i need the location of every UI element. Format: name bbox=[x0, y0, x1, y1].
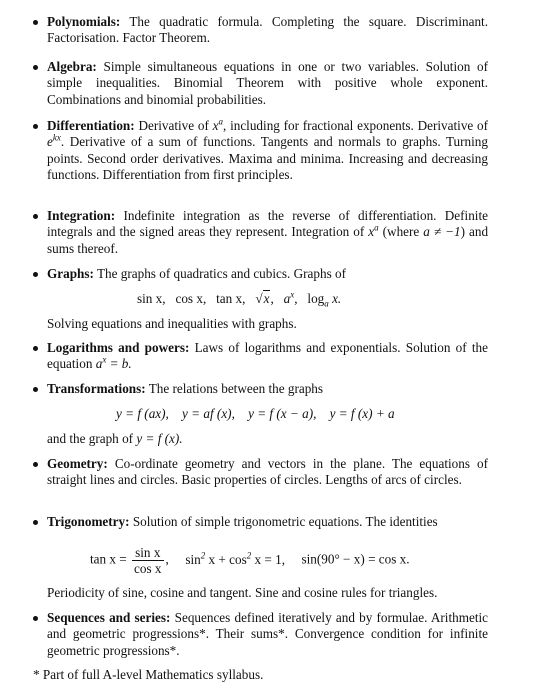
item-text: The relations between the graphs bbox=[148, 381, 324, 396]
math-sin: sin x, bbox=[137, 291, 166, 306]
math-fraction-numerator: sin x bbox=[132, 545, 163, 561]
list-item-graphs bbox=[33, 266, 488, 282]
math-pythagorean bbox=[185, 552, 288, 567]
math-eq: y = f (x). bbox=[136, 431, 183, 446]
transformations-after-text bbox=[47, 431, 183, 447]
list-item-polynomials bbox=[33, 14, 488, 47]
math-power-base: x bbox=[368, 224, 375, 240]
graphs-display-formula bbox=[137, 291, 341, 307]
bullet-icon bbox=[33, 214, 38, 219]
bullet-icon bbox=[33, 65, 38, 70]
list-item-trigonometry bbox=[33, 514, 488, 530]
item-heading: Differentiation: bbox=[47, 118, 135, 133]
math-eq: y = f (x − a), bbox=[248, 406, 317, 421]
math-fraction-denominator: cos x bbox=[134, 561, 162, 576]
math-eq: y = af (x), bbox=[182, 406, 235, 421]
math-rhs: = b. bbox=[109, 356, 132, 372]
graphs-after-text: Solving equations and inequalities with graphs. bbox=[47, 316, 297, 331]
math-eq: y = f (ax), bbox=[116, 406, 169, 421]
math-rhs: x = 1, bbox=[254, 551, 286, 567]
bullet-icon bbox=[33, 124, 38, 129]
math-exponent: 2 bbox=[246, 550, 252, 561]
item-heading: Logarithms and powers: bbox=[47, 340, 190, 355]
item-text: (where bbox=[382, 224, 420, 240]
trigonometry-display-formula bbox=[90, 545, 410, 576]
bullet-icon bbox=[33, 346, 38, 351]
math-power-base: a bbox=[283, 291, 291, 306]
item-text: Derivative of bbox=[138, 118, 209, 133]
item-text: . Derivative of a sum of functions. Tangents and normals to graphs. Turning points. Second order derivatives. Maxima and minima. Increasing and decreasing functions. Differentiation from first principles. bbox=[47, 134, 488, 182]
item-text: and the graph of bbox=[47, 431, 134, 446]
list-item-transformations bbox=[33, 381, 488, 397]
math-power-base: x bbox=[212, 118, 219, 133]
item-heading: Trigonometry: bbox=[47, 514, 130, 529]
math-tan-lhs: tan x = bbox=[90, 551, 127, 567]
item-text: Co-ordinate geometry and vectors in the plane. The equations of straight lines and circles. Basic properties of circles. Lengths of arcs of circles. bbox=[47, 456, 488, 488]
math-sin: sin bbox=[185, 551, 201, 567]
item-text: The quadratic formula. Completing the square. Discriminant. Factorisation. Factor Theorem. bbox=[47, 14, 489, 46]
math-exp-exponent: kx bbox=[52, 132, 61, 143]
math-comma: , bbox=[294, 291, 298, 306]
bullet-icon bbox=[33, 520, 38, 525]
math-condition: a ≠ −1 bbox=[423, 224, 461, 240]
item-text: Solution of simple trigonometric equations. The identities bbox=[132, 514, 438, 529]
item-heading: Graphs: bbox=[47, 266, 94, 281]
list-item-logarithms bbox=[33, 340, 488, 373]
math-comma: , bbox=[270, 291, 274, 306]
item-heading: Geometry: bbox=[47, 456, 108, 471]
item-heading: Polynomials: bbox=[47, 14, 121, 29]
math-log: log bbox=[307, 291, 325, 306]
list-item-geometry bbox=[33, 456, 488, 489]
math-power-exponent: a bbox=[374, 222, 379, 233]
math-tan: tan x, bbox=[216, 291, 246, 306]
bullet-icon bbox=[33, 616, 38, 621]
item-heading: Sequences and series: bbox=[47, 610, 171, 625]
item-heading: Transformations: bbox=[47, 381, 146, 396]
math-cos: x + cos bbox=[208, 551, 247, 567]
math-power-exponent: x bbox=[102, 354, 107, 365]
footnote: * Part of full A-level Mathematics syllabus. bbox=[33, 667, 264, 682]
bullet-icon bbox=[33, 272, 38, 277]
item-text: Simple simultaneous equations in one or two variables. Solution of simple inequalities. Binomial Theorem with positive whole exponent. Combinations and binomial probabilities. bbox=[47, 59, 488, 107]
math-eq: y = f (x) + a bbox=[329, 406, 395, 421]
math-fraction bbox=[132, 545, 163, 576]
item-text: Laws of logarithms and exponentials. Solution of the equation bbox=[47, 340, 489, 372]
math-exp-base: e bbox=[47, 134, 53, 150]
bullet-icon bbox=[33, 20, 38, 25]
list-item-sequences bbox=[33, 610, 488, 659]
item-text: The graphs of quadratics and cubics. Graphs of bbox=[96, 266, 346, 281]
math-log-base: a bbox=[324, 298, 329, 309]
item-text: Indefinite integration as the reverse of differentiation. Definite integrals and the signed areas they represent. Integration of bbox=[47, 208, 488, 240]
transformations-display-formula bbox=[116, 406, 395, 422]
bullet-icon bbox=[33, 462, 38, 467]
math-power-base: a bbox=[95, 356, 103, 372]
math-cos: cos x, bbox=[175, 291, 207, 306]
math-sqrt: √x bbox=[255, 291, 270, 306]
math-power-exponent: a bbox=[218, 116, 223, 127]
item-text: Sequences defined iteratively and by formulae. Arithmetic and geometric progressions*. Their sums*. Convergence condition for infinite geometric progressions*. bbox=[47, 610, 488, 658]
item-heading: Integration: bbox=[47, 208, 116, 223]
math-comma: , bbox=[165, 551, 169, 567]
trigonometry-after-text: Periodicity of sine, cosine and tangent. Sine and cosine rules for triangles. bbox=[47, 585, 438, 600]
item-heading: Algebra: bbox=[47, 59, 97, 74]
list-item-differentiation bbox=[33, 118, 488, 183]
item-text: ) and sums thereof. bbox=[47, 224, 489, 256]
math-log-arg: x. bbox=[332, 291, 342, 306]
list-item-integration bbox=[33, 208, 488, 257]
math-power-exponent: x bbox=[290, 289, 295, 300]
item-text: , including for fractional exponents. Derivative of bbox=[223, 118, 489, 133]
math-sqrt-arg: x bbox=[263, 291, 270, 306]
math-exponent: 2 bbox=[200, 550, 206, 561]
list-item-algebra bbox=[33, 59, 488, 108]
math-complement: sin(90° − x) = cos x. bbox=[301, 551, 410, 567]
bullet-icon bbox=[33, 387, 38, 392]
